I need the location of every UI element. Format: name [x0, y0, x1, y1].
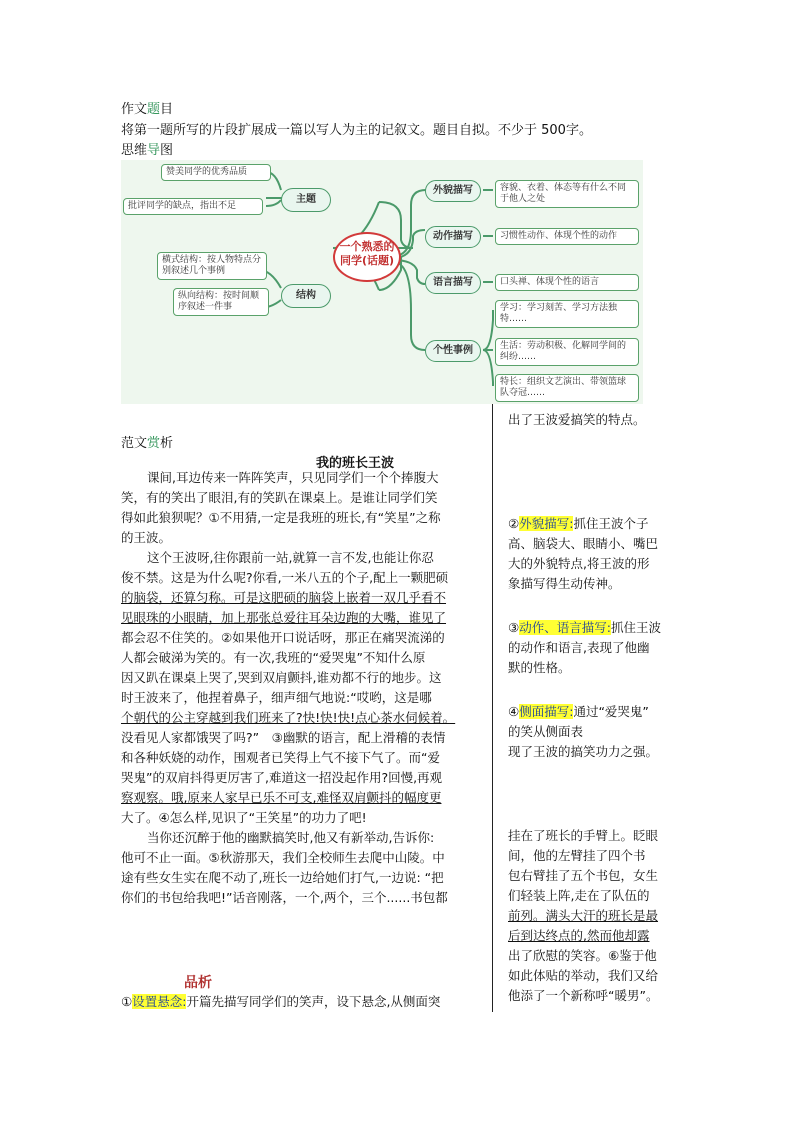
essay-line: 得如此狼狈呢？①不用猜,一定是我班的班长,有“笑星”之称 [121, 510, 441, 525]
theme-hub: 主题 [281, 188, 331, 212]
essay-line: 个朝代的公主穿越到我们班来了?快!快!快!点心茶水伺候着。 [121, 710, 456, 725]
hub-language: 语言描写 [425, 272, 481, 294]
theme-item: 赞美同学的优秀品质 [161, 164, 271, 181]
structure-hub: 结构 [281, 284, 331, 308]
essay-line: 都会忍不住笑的。②如果他开口说话呀，那正在痛哭流涕的 [121, 630, 445, 645]
analysis-cont: 出了王波爱搞笑的特点。 [508, 412, 646, 427]
analysis-item-3: ③动作、语言描写:抓住王波 的动作和语言,表现了他幽 默的性格。 [508, 620, 661, 675]
essay-line: 当你还沉醉于他的幽默搞笑时,他又有新举动,告诉你: [147, 830, 435, 845]
essay-line: 途有些女生实在爬不动了,班长一边给她们打气,一边说: “把 [121, 870, 444, 885]
essay-body [121, 468, 489, 908]
essay-continuation: 挂在了班长的手臂上。眨眼 间，他的左臂挂了四个书 包右臂挂了五个书包，女生 们轻装上阵,走在了队伍的 前列。满头大汗的班长是最 后到达终点的,然而他却露 出了欣慰的笑容。⑥鉴于他 如此体贴的举动，我们又给 他添了一个新称呼“暖男”。 [508, 828, 659, 1003]
structure-item: 横式结构：按人物特点分别叙述几个事例 [157, 252, 267, 280]
detail-life: 生活：劳动积极、化解同学间的纠纷…… [495, 338, 639, 366]
analysis-item-2: ②外貌描写:抓住王波个子 高、脑袋大、眼睛小、嘴巴 大的外貌特点,将王波的形 象描写得生动传神。 [508, 516, 659, 591]
essay-line: 课间,耳边传来一阵阵笑声，只见同学们一个个捧腹大 [147, 470, 439, 485]
essay-line: 他可不止一面。⑤秋游那天，我们全校师生去爬中山陵。中 [121, 850, 445, 865]
analysis-column [508, 410, 694, 430]
essay-line: 这个王波呀,往你跟前一站,就算一言不发,也能让你忍 [147, 550, 434, 565]
essay-line: 时王波来了，他捏着鼻子，细声细气地说:“哎哟，这是哪 [121, 690, 432, 705]
essay-line: 人都会破涕为笑的。有一次,我班的“爱哭鬼”不知什么原 [121, 650, 426, 665]
mindmap-center: 一个熟悉的 同学(话题) [333, 232, 401, 282]
hub-examples: 个性事例 [425, 340, 481, 362]
essay-line: 笑，有的笑出了眼泪,有的笑趴在课桌上。是谁让同学们笑 [121, 490, 438, 505]
analysis-item-4: ④侧面描写:通过“爱哭鬼” 的笑从侧面表 现了王波的搞笑功力之强。 [508, 704, 659, 759]
essay-line: 大了。④怎么样,见识了“王笑星”的功力了吧! [121, 810, 367, 825]
theme-item: 批评同学的缺点，指出不足 [123, 198, 263, 215]
detail-appearance: 容貌、衣着、体态等有什么不同于他人之处 [495, 180, 639, 208]
essay-line: 因又趴在课桌上哭了,哭到双肩颤抖,谁劝都不行的地步。这 [121, 670, 442, 685]
detail-study: 学习：学习刻苦、学习方法独特…… [495, 300, 639, 328]
column-divider [492, 404, 493, 1012]
task-text: 将第一题所写的片段扩展成一篇以写人为主的记叙文。题目自拟。不少于 500字。 [121, 123, 592, 138]
analysis-title: 品析 [184, 975, 212, 991]
hub-action: 动作描写 [425, 226, 481, 248]
mind-map [121, 160, 643, 404]
essay-line: 哭鬼”的双肩抖得更厉害了,难道这一招没起作用?回慢,再观 [121, 770, 443, 785]
task-heading: 作文题目 [121, 102, 174, 117]
essay-line: 的脑袋，还算匀称。可是这肥硕的脑袋上嵌着一双几乎看不 [121, 590, 447, 605]
essay-line: 见眼珠的小眼睛，加上那张总爱往耳朵边跑的大嘴，谁见了 [121, 610, 447, 625]
essay-heading: 范文赏析 [121, 436, 174, 451]
essay-line: 你们的书包给我吧!”话音刚落，一个,两个，三个......书包都 [121, 890, 448, 905]
essay-line: 俊不禁。这是为什么呢?你看,一米八五的个子,配上一颗肥硕 [121, 570, 449, 585]
mindmap-heading: 思维导图 [121, 143, 174, 158]
detail-action: 习惯性动作、体现个性的动作 [495, 228, 639, 245]
detail-talent: 特长：组织文艺演出、带领篮球队夺冠…… [495, 374, 639, 402]
structure-item: 纵向结构：按时间顺序叙述一件事 [173, 288, 269, 316]
essay-line: 察观察。哦,原来人家早已乐不可支,难怪双肩颤抖的幅度更 [121, 790, 442, 805]
essay-line: 没看见人家都饿哭了吗?” ③幽默的语言，配上滑稽的表情 [121, 730, 446, 745]
essay-title: 我的班长王波 [316, 456, 395, 471]
detail-language: 口头禅、体现个性的语言 [495, 274, 639, 291]
essay-line: 的王波。 [121, 530, 172, 545]
hub-appearance: 外貌描写 [425, 180, 481, 202]
analysis-item-1: ①设置悬念:开篇先描写同学们的笑声，设下悬念,从侧面突 [121, 994, 441, 1009]
essay-line: 和各种妖娆的动作，围观者已笑得上气不接下气了。而“爱 [121, 750, 440, 765]
